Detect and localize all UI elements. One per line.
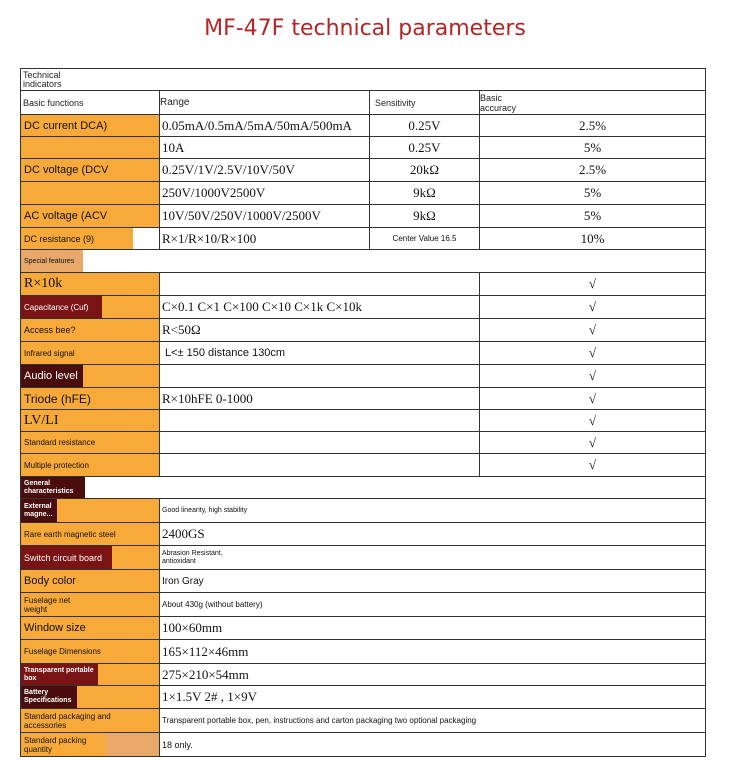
row-label: Multiple protection	[21, 454, 159, 476]
row-label: Standard resistance	[21, 432, 159, 453]
section-label-special: Special features	[21, 250, 83, 272]
general-value: 18 only.	[162, 739, 193, 750]
accuracy-value: 10%	[580, 230, 605, 246]
general-value: 1×1.5V 2# , 1×9V	[162, 689, 257, 704]
sensitivity-value: 20kΩ	[409, 162, 440, 177]
row-label: Triode (hFE)	[21, 388, 159, 409]
row-label: Switch circuit board	[21, 546, 112, 569]
table-row	[21, 137, 705, 159]
row-label: Audio level	[21, 365, 83, 387]
row-label: DC voltage (DCV	[21, 159, 159, 181]
general-value: 2400GS	[162, 526, 205, 541]
row-label: AC voltage (ACV	[21, 205, 159, 227]
table-row	[21, 228, 705, 250]
sensitivity-value: 9kΩ	[413, 208, 436, 223]
row-label: Transparent portable box	[21, 664, 98, 685]
table-row	[21, 523, 705, 546]
sensitivity-value: Center Value 16.5	[392, 234, 457, 243]
table-row	[21, 182, 705, 205]
header-range: Range	[160, 97, 190, 108]
check-mark: √	[588, 434, 597, 450]
table-row	[21, 115, 705, 137]
general-value: Iron Gray	[162, 575, 204, 587]
table-row	[21, 546, 705, 570]
header-row-indicators	[21, 69, 705, 91]
sensitivity-value: 0.25V	[408, 139, 441, 155]
feature-value: R<50Ω	[162, 322, 201, 337]
row-label: Standard packaging and accessories	[21, 709, 126, 732]
general-value: Good linearity, high stability	[162, 507, 248, 514]
row-label: Battery Specifications	[21, 686, 77, 708]
row-label: Standard packing quantity	[21, 733, 106, 756]
row-label: DC current DCA)	[21, 115, 159, 136]
row-label: DC resistance (9)	[21, 228, 133, 249]
header-sensitivity: Sensitivity	[375, 97, 416, 108]
accuracy-value: 2.5%	[578, 117, 607, 133]
table-row	[21, 319, 705, 342]
table-row	[21, 664, 705, 686]
table-row	[21, 454, 705, 477]
range-value: 10V/50V/250V/1000V/2500V	[162, 208, 321, 223]
table-row	[21, 570, 705, 593]
range-value: R×1/R×10/R×100	[162, 230, 257, 246]
row-label	[21, 137, 159, 158]
feature-value: L<± 150 distance 130cm	[165, 347, 286, 359]
table-row	[21, 617, 705, 640]
table-row	[21, 410, 705, 432]
check-mark: √	[588, 457, 597, 472]
row-label: Rare earth magnetic steel	[21, 523, 159, 545]
feature-value: C×0.1 C×1 C×100 C×10 C×1k C×10k	[162, 299, 363, 314]
row-label: External magne...	[21, 499, 57, 522]
table-row	[21, 342, 705, 365]
section-row-general	[21, 477, 705, 499]
row-label: Window size	[21, 617, 159, 639]
general-value: 100×60mm	[162, 620, 223, 635]
range-value: 0.25V/1V/2.5V/10V/50V	[162, 162, 295, 177]
sensitivity-value: 9kΩ	[413, 185, 436, 200]
spec-table	[20, 68, 706, 757]
accuracy-value: 5%	[583, 139, 602, 155]
row-label: Fuselage net weight	[21, 593, 83, 616]
header-accuracy: Basic accuracy	[480, 92, 517, 113]
row-label: Infrared signal	[21, 342, 159, 364]
feature-value: R×10hFE 0-1000	[162, 390, 253, 406]
table-row	[21, 273, 705, 296]
row-label: Body color	[21, 570, 159, 592]
general-value: Abrasion Resistant, antioxidant	[162, 549, 223, 565]
sensitivity-value: 0.25V	[408, 117, 441, 133]
header-indicators: Technical indicators	[23, 69, 62, 89]
row-label: Capacitance (Cuf)	[21, 296, 102, 318]
accuracy-value: 5%	[583, 185, 602, 200]
general-value: Transparent portable box, pen, instructions and carton packaging two optional packaging	[162, 716, 477, 725]
table-row	[21, 709, 705, 733]
table-row	[21, 432, 705, 454]
row-label: Access bee?	[21, 319, 159, 341]
table-row	[21, 593, 705, 617]
section-row-special	[21, 250, 705, 273]
check-mark: √	[588, 412, 597, 428]
row-label: R×10k	[21, 273, 159, 295]
table-row	[21, 296, 705, 319]
range-value: 0.05mA/0.5mA/5mA/50mA/500mA	[162, 117, 352, 133]
accuracy-value: 2.5%	[578, 162, 607, 177]
table-row	[21, 205, 705, 228]
check-mark: √	[588, 390, 597, 406]
table-row	[21, 388, 705, 410]
accuracy-value: 5%	[583, 208, 602, 223]
header-functions: Basic functions	[23, 97, 84, 108]
check-mark: √	[588, 368, 597, 383]
check-mark: √	[588, 345, 597, 360]
general-value: About 430g (without battery)	[162, 600, 263, 609]
table-row	[21, 640, 705, 664]
row-label	[21, 182, 159, 204]
range-value: 10A	[162, 139, 185, 155]
row-label: LV/LI	[21, 410, 159, 431]
table-row	[21, 159, 705, 182]
check-mark: √	[588, 299, 597, 314]
check-mark: √	[588, 276, 597, 291]
header-row-columns	[21, 91, 705, 115]
table-row	[21, 365, 705, 388]
row-label: Fuselage Dimensions	[21, 640, 159, 663]
range-value: 250V/1000V2500V	[162, 185, 266, 200]
section-label-general: General characteristics	[21, 477, 85, 498]
table-row	[21, 686, 705, 709]
general-value: 165×112×46mm	[162, 643, 249, 659]
check-mark: √	[588, 322, 597, 337]
general-value: 275×210×54mm	[162, 666, 249, 682]
page-title: MF-47F technical parameters	[204, 16, 526, 41]
table-row	[21, 499, 705, 523]
table-row	[21, 733, 705, 757]
